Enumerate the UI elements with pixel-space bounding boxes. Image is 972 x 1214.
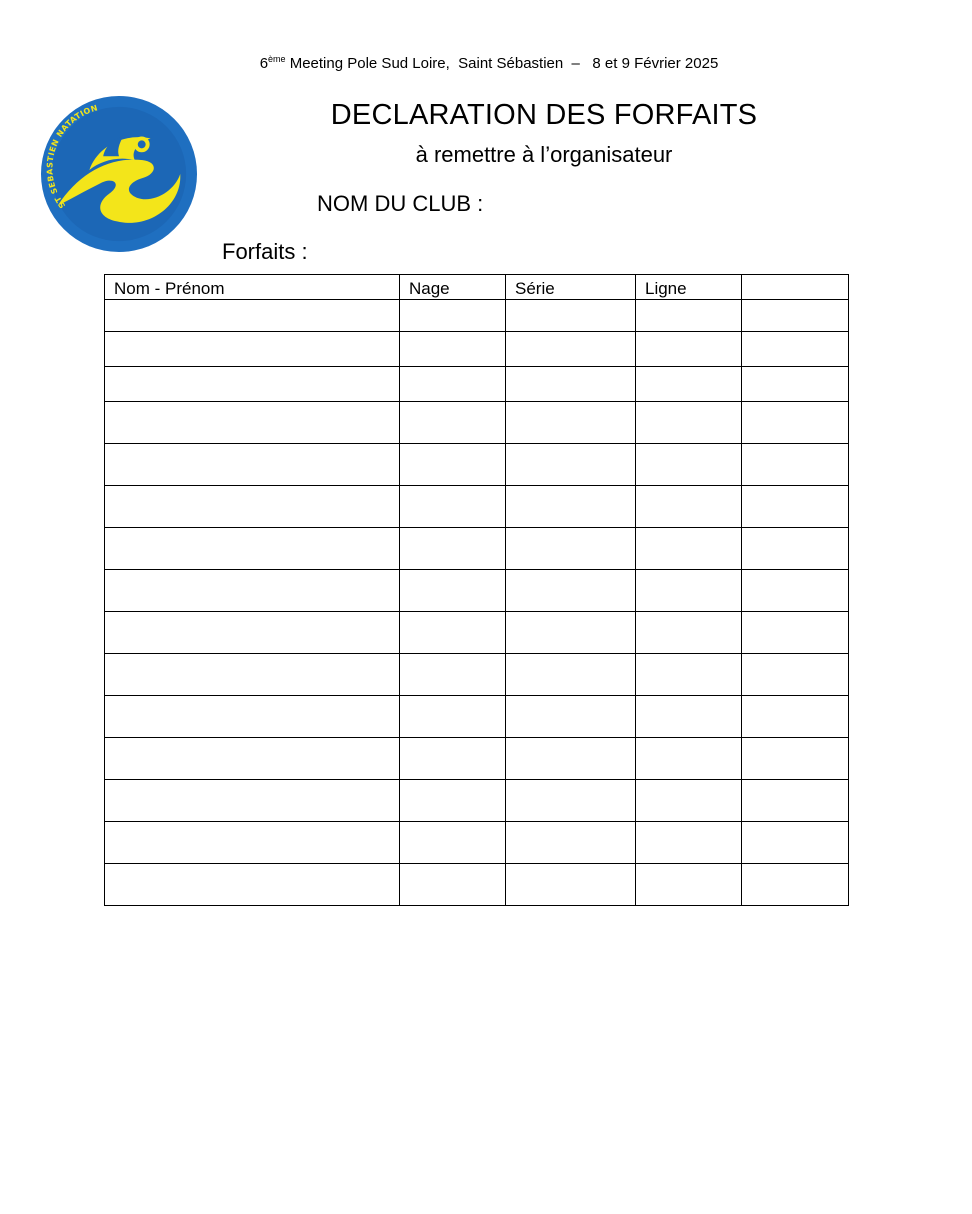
table-cell-nage[interactable]	[400, 367, 506, 402]
table-cell-ligne[interactable]	[636, 738, 742, 780]
table-cell-nage[interactable]	[400, 696, 506, 738]
table-cell-ligne[interactable]	[636, 696, 742, 738]
table-cell-nom-prenom[interactable]	[105, 300, 400, 332]
table-row	[105, 300, 849, 332]
table-cell-nage[interactable]	[400, 864, 506, 906]
table-cell-nom-prenom[interactable]	[105, 864, 400, 906]
table-cell-extra[interactable]	[742, 402, 849, 444]
table-cell-serie[interactable]	[506, 612, 636, 654]
table-row	[105, 780, 849, 822]
table-cell-extra[interactable]	[742, 444, 849, 486]
table-row	[105, 822, 849, 864]
table-cell-extra[interactable]	[742, 822, 849, 864]
forfaits-table	[104, 274, 849, 906]
table-cell-serie[interactable]	[506, 570, 636, 612]
table-cell-nom-prenom[interactable]	[105, 402, 400, 444]
table-cell-nom-prenom[interactable]	[105, 444, 400, 486]
table-row	[105, 402, 849, 444]
table-row	[105, 612, 849, 654]
table-cell-extra[interactable]	[742, 367, 849, 402]
column-header-nom-prenom: Nom - Prénom	[105, 275, 400, 300]
table-row	[105, 367, 849, 402]
table-cell-ligne[interactable]	[636, 444, 742, 486]
table-cell-nage[interactable]	[400, 570, 506, 612]
table-cell-extra[interactable]	[742, 780, 849, 822]
table-cell-serie[interactable]	[506, 696, 636, 738]
table-cell-nage[interactable]	[400, 486, 506, 528]
table-cell-ligne[interactable]	[636, 612, 742, 654]
meeting-ordinal-suffix: ème	[268, 54, 286, 64]
form-title: DECLARATION DES FORFAITS	[330, 99, 758, 131]
table-cell-nage[interactable]	[400, 332, 506, 367]
table-cell-extra[interactable]	[742, 654, 849, 696]
table-cell-serie[interactable]	[506, 300, 636, 332]
table-cell-ligne[interactable]	[636, 822, 742, 864]
table-header-row	[105, 275, 849, 300]
table-row	[105, 570, 849, 612]
table-cell-serie[interactable]	[506, 528, 636, 570]
table-cell-serie[interactable]	[506, 738, 636, 780]
table-cell-serie[interactable]	[506, 486, 636, 528]
table-cell-ligne[interactable]	[636, 332, 742, 367]
table-cell-nage[interactable]	[400, 402, 506, 444]
table-cell-extra[interactable]	[742, 486, 849, 528]
table-cell-nom-prenom[interactable]	[105, 486, 400, 528]
meeting-details: Meeting Pole Sud Loire, Saint Sébastien – 8 et 9 Février 2025	[285, 55, 719, 72]
table-cell-extra[interactable]	[742, 528, 849, 570]
table-row	[105, 738, 849, 780]
table-row	[105, 332, 849, 367]
logo-text: ST SEBASTIEN NATATION	[45, 103, 99, 210]
table-cell-extra[interactable]	[742, 738, 849, 780]
table-cell-serie[interactable]	[506, 332, 636, 367]
table-cell-nom-prenom[interactable]	[105, 367, 400, 402]
table-cell-serie[interactable]	[506, 780, 636, 822]
table-row	[105, 696, 849, 738]
table-row	[105, 864, 849, 906]
table-cell-nom-prenom[interactable]	[105, 822, 400, 864]
table-cell-serie[interactable]	[506, 367, 636, 402]
table-cell-nage[interactable]	[400, 738, 506, 780]
table-cell-nom-prenom[interactable]	[105, 780, 400, 822]
table-cell-nage[interactable]	[400, 822, 506, 864]
form-subtitle: à remettre à l’organisateur	[415, 142, 673, 167]
table-body	[105, 300, 849, 906]
table-cell-nage[interactable]	[400, 654, 506, 696]
table-cell-ligne[interactable]	[636, 570, 742, 612]
table-cell-extra[interactable]	[742, 570, 849, 612]
table-cell-extra[interactable]	[742, 864, 849, 906]
table-cell-nom-prenom[interactable]	[105, 570, 400, 612]
table-row	[105, 654, 849, 696]
table-cell-nom-prenom[interactable]	[105, 738, 400, 780]
table-cell-ligne[interactable]	[636, 486, 742, 528]
table-cell-ligne[interactable]	[636, 654, 742, 696]
meeting-ordinal: 6	[259, 55, 269, 72]
column-header-ligne: Ligne	[636, 275, 742, 300]
table-cell-nage[interactable]	[400, 612, 506, 654]
table-row	[105, 528, 849, 570]
club-name-label: NOM DU CLUB :	[317, 191, 484, 216]
table-cell-ligne[interactable]	[636, 528, 742, 570]
table-cell-serie[interactable]	[506, 864, 636, 906]
table-cell-nage[interactable]	[400, 300, 506, 332]
table-cell-ligne[interactable]	[636, 367, 742, 402]
table-cell-nom-prenom[interactable]	[105, 696, 400, 738]
table-cell-nom-prenom[interactable]	[105, 654, 400, 696]
table-cell-serie[interactable]	[506, 402, 636, 444]
table-cell-nom-prenom[interactable]	[105, 332, 400, 367]
table-cell-extra[interactable]	[742, 612, 849, 654]
table-cell-nom-prenom[interactable]	[105, 528, 400, 570]
table-cell-extra[interactable]	[742, 332, 849, 367]
forfaits-label: Forfaits :	[222, 239, 308, 264]
table-cell-nom-prenom[interactable]	[105, 612, 400, 654]
table-cell-ligne[interactable]	[636, 780, 742, 822]
table-cell-nage[interactable]	[400, 528, 506, 570]
table-cell-ligne[interactable]	[636, 402, 742, 444]
table-cell-serie[interactable]	[506, 654, 636, 696]
table-cell-serie[interactable]	[506, 444, 636, 486]
table-cell-ligne[interactable]	[636, 864, 742, 906]
table-row	[105, 486, 849, 528]
table-row	[105, 444, 849, 486]
table-cell-nage[interactable]	[400, 780, 506, 822]
meeting-header	[0, 55, 972, 72]
column-header-serie: Série	[506, 275, 636, 300]
table-cell-extra[interactable]	[742, 696, 849, 738]
table-cell-ligne[interactable]	[636, 300, 742, 332]
column-header-nage: Nage	[400, 275, 506, 300]
table-cell-extra[interactable]	[742, 300, 849, 332]
table-cell-serie[interactable]	[506, 822, 636, 864]
column-header-blank	[742, 275, 849, 300]
table-cell-nage[interactable]	[400, 444, 506, 486]
